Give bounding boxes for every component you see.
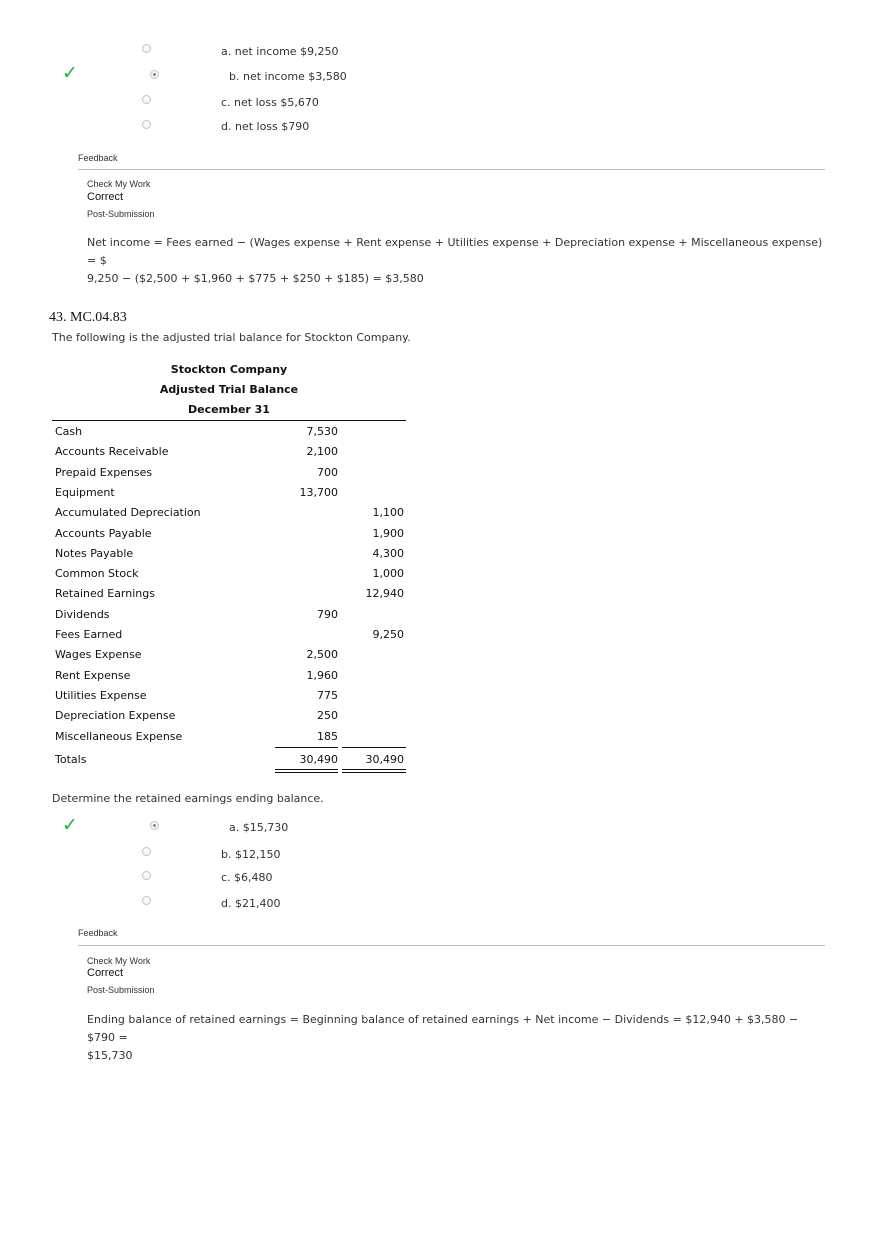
- table-row: [52, 584, 406, 604]
- header-rule: [52, 420, 406, 421]
- correct-checkmark-icon: ✓: [62, 62, 78, 84]
- account-name: Depreciation Expense: [55, 709, 176, 723]
- q42-option-a-label[interactable]: a. net income $9,250: [221, 45, 339, 58]
- check-my-work-label: Check My Work: [87, 956, 151, 966]
- explanation-line: Net income = Fees earned − (Wages expense + Rent expense + Utilities expense + Depreciation expense + Miscellaneous expense) = $: [87, 236, 823, 267]
- table-row: [52, 422, 406, 442]
- account-name: Cash: [55, 425, 83, 438]
- debit-amount: 775: [317, 688, 338, 702]
- debit-sum-rule: [275, 747, 338, 748]
- table-row: [52, 524, 406, 544]
- totals-label: Totals: [55, 753, 87, 766]
- table-row: [52, 463, 406, 483]
- table-row: [52, 544, 406, 564]
- question-title: 43. MC.04.83: [49, 310, 127, 325]
- credit-amount: 9,250: [372, 628, 404, 641]
- table-row: [52, 706, 406, 726]
- account-name: Utilities Expense: [55, 688, 147, 702]
- explanation-line: Ending balance of retained earnings = Beginning balance of retained earnings + Net income − Dividends = $12,940 + $3,580 − $790 =: [87, 1013, 799, 1044]
- q42-option-a-radio[interactable]: [142, 44, 151, 53]
- account-name: Dividends: [55, 607, 110, 621]
- table-date: December 31: [188, 403, 270, 416]
- q42-option-b-label[interactable]: b. net income $3,580: [229, 70, 347, 83]
- q43-option-d-label[interactable]: d. $21,400: [221, 897, 281, 910]
- credit-amount: 12,940: [365, 587, 404, 601]
- account-name: Rent Expense: [55, 668, 131, 682]
- post-submission-label: Post-Submission: [87, 985, 155, 995]
- account-name: Notes Payable: [55, 546, 134, 560]
- totals-debit: 30,490: [299, 753, 338, 766]
- feedback-label: Feedback: [78, 153, 118, 163]
- table-row: [52, 645, 406, 665]
- feedback-explanation: [87, 234, 827, 288]
- credit-amount: 1,100: [372, 506, 404, 520]
- q43-option-a-label[interactable]: a. $15,730: [229, 821, 289, 834]
- q43-option-b-label[interactable]: b. $12,150: [221, 848, 281, 861]
- feedback-divider: [78, 169, 825, 170]
- table-row: [52, 666, 406, 686]
- question-intro: The following is the adjusted trial balance for Stockton Company.: [52, 331, 411, 344]
- table-row: [52, 564, 406, 584]
- feedback-label: Feedback: [78, 928, 118, 938]
- credit-amount: 1,000: [372, 567, 404, 581]
- q42-option-d-radio[interactable]: [142, 120, 151, 129]
- account-name: Equipment: [55, 485, 115, 499]
- debit-amount: 2,500: [306, 648, 338, 662]
- debit-amount: 250: [317, 709, 338, 723]
- question-prompt: Determine the retained earnings ending balance.: [52, 792, 324, 805]
- q43-option-d-radio[interactable]: [142, 896, 151, 905]
- debit-double-rule-2: [275, 772, 338, 773]
- account-name: Retained Earnings: [55, 587, 155, 601]
- debit-amount: 7,530: [306, 425, 338, 438]
- account-name: Miscellaneous Expense: [55, 729, 183, 743]
- table-row: [52, 483, 406, 503]
- correct-checkmark-icon: ✓: [62, 814, 78, 836]
- status-correct: Correct: [87, 191, 124, 203]
- table-row: [52, 727, 406, 747]
- table-row: [52, 605, 406, 625]
- table-row: [52, 686, 406, 706]
- q43-option-b-radio[interactable]: [142, 847, 151, 856]
- table-statement-name: Adjusted Trial Balance: [159, 383, 299, 396]
- account-name: Common Stock: [55, 567, 139, 581]
- debit-amount: 2,100: [306, 445, 338, 459]
- q42-option-b-radio[interactable]: [150, 70, 159, 79]
- credit-sum-rule: [342, 747, 406, 748]
- account-name: Prepaid Expenses: [55, 465, 153, 479]
- q42-option-c-radio[interactable]: [142, 95, 151, 104]
- table-row: [52, 503, 406, 523]
- q42-option-c-label[interactable]: c. net loss $5,670: [221, 96, 319, 109]
- table-row: [52, 625, 406, 645]
- q42-option-d-label[interactable]: d. net loss $790: [221, 120, 310, 133]
- post-submission-label: Post-Submission: [87, 209, 155, 219]
- credit-double-rule-2: [342, 772, 406, 773]
- explanation-line: $15,730: [87, 1049, 133, 1062]
- explanation-line: 9,250 − ($2,500 + $1,960 + $775 + $250 + $185) = $3,580: [87, 272, 424, 285]
- account-name: Accounts Payable: [55, 526, 152, 540]
- q43-option-c-label[interactable]: c. $6,480: [221, 871, 273, 884]
- account-name: Accounts Receivable: [55, 445, 169, 459]
- credit-amount: 4,300: [372, 546, 404, 560]
- debit-amount: 790: [317, 607, 338, 621]
- debit-amount: 700: [317, 465, 338, 479]
- account-name: Wages Expense: [55, 648, 142, 662]
- debit-double-rule-1: [275, 769, 338, 770]
- credit-double-rule-1: [342, 769, 406, 770]
- q43-option-a-radio[interactable]: [150, 821, 159, 830]
- account-name: Fees Earned: [55, 628, 123, 641]
- feedback-explanation: [87, 1011, 827, 1065]
- credit-amount: 1,900: [372, 526, 404, 540]
- table-company-name: Stockton Company: [170, 363, 288, 376]
- debit-amount: 13,700: [299, 485, 338, 499]
- totals-credit: 30,490: [365, 753, 404, 766]
- debit-amount: 1,960: [306, 668, 338, 682]
- status-correct: Correct: [87, 967, 124, 979]
- account-name: Accumulated Depreciation: [55, 506, 201, 520]
- feedback-divider: [78, 945, 825, 946]
- table-totals-row: [52, 750, 406, 770]
- debit-amount: 185: [317, 729, 338, 743]
- q43-option-c-radio[interactable]: [142, 871, 151, 880]
- table-row: [52, 442, 406, 462]
- check-my-work-label: Check My Work: [87, 179, 151, 189]
